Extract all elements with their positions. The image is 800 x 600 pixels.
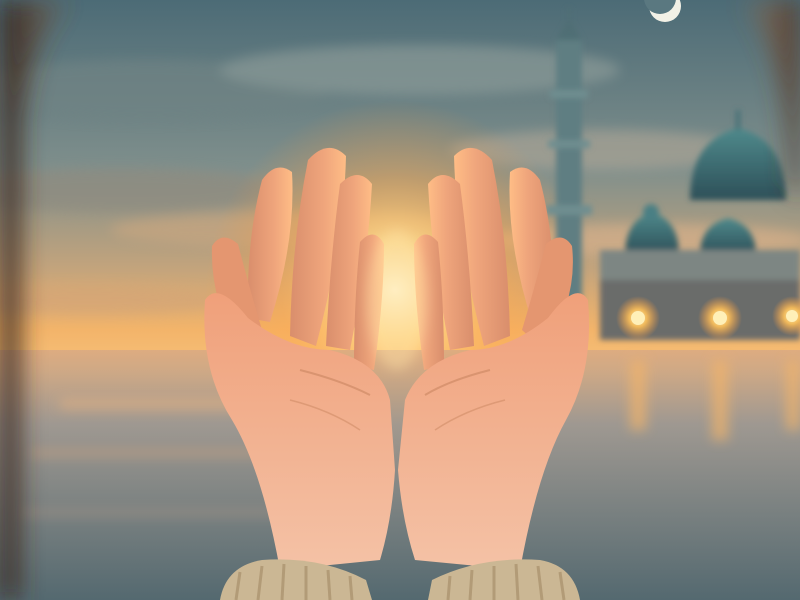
light-between-hands bbox=[367, 230, 427, 370]
